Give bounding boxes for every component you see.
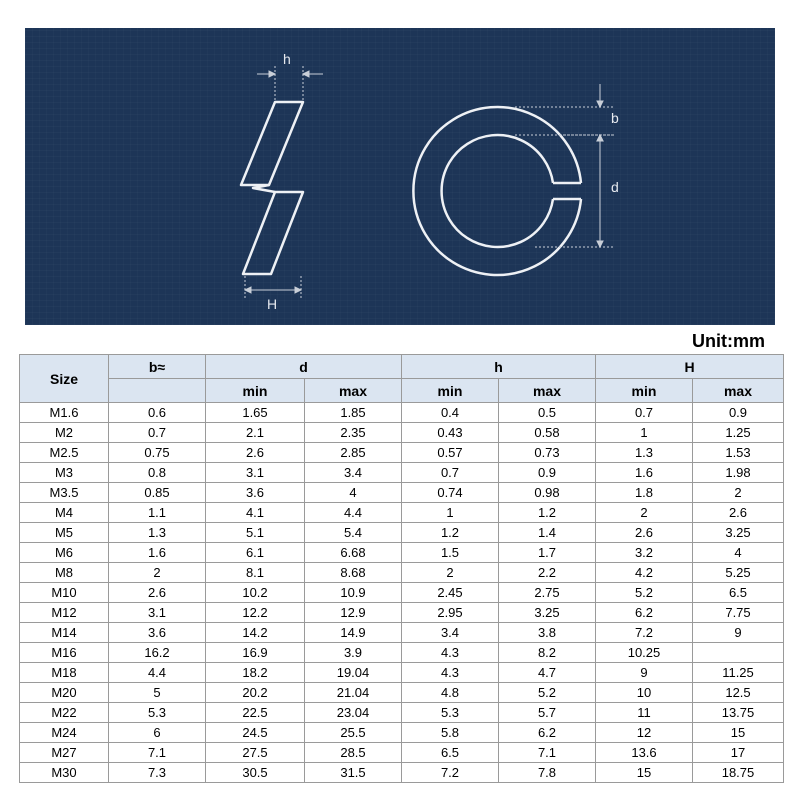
- cell-h-min: 0.4: [402, 403, 499, 423]
- cell-size: M12: [20, 603, 109, 623]
- H-dimension-label: H: [267, 296, 278, 312]
- cell-b: 0.6: [109, 403, 206, 423]
- header-b-empty: [109, 379, 206, 403]
- cell-size: M8: [20, 563, 109, 583]
- cell-d-min: 8.1: [206, 563, 305, 583]
- cell-d-max: 6.68: [305, 543, 402, 563]
- cell-d-min: 2.1: [206, 423, 305, 443]
- table-header: [20, 355, 784, 403]
- cell-H-max: 7.75: [693, 603, 784, 623]
- table-row: [20, 723, 784, 743]
- table-row: [20, 543, 784, 563]
- cell-h-min: 5.8: [402, 723, 499, 743]
- table-row: [20, 463, 784, 483]
- cell-h-min: 1.5: [402, 543, 499, 563]
- cell-h-max: 4.7: [499, 663, 596, 683]
- cell-d-min: 24.5: [206, 723, 305, 743]
- cell-h-max: 0.58: [499, 423, 596, 443]
- cell-H-max: 11.25: [693, 663, 784, 683]
- cell-h-min: 4.8: [402, 683, 499, 703]
- cell-h-max: 5.2: [499, 683, 596, 703]
- header-row-minmax: [20, 379, 784, 403]
- cell-d-min: 6.1: [206, 543, 305, 563]
- cell-b: 0.85: [109, 483, 206, 503]
- cell-d-max: 10.9: [305, 583, 402, 603]
- cell-size: M20: [20, 683, 109, 703]
- cell-H-max: 0.9: [693, 403, 784, 423]
- cell-H-max: 1.53: [693, 443, 784, 463]
- d-dimension-label: d: [611, 179, 619, 195]
- cell-h-max: 0.98: [499, 483, 596, 503]
- table-row: [20, 583, 784, 603]
- cell-b: 16.2: [109, 643, 206, 663]
- cell-H-max: 13.75: [693, 703, 784, 723]
- cell-H-max: 6.5: [693, 583, 784, 603]
- cell-d-min: 1.65: [206, 403, 305, 423]
- unit-label: Unit:mm: [692, 331, 765, 351]
- cell-H-max: 17: [693, 743, 784, 763]
- h-dimension-label: h: [283, 51, 291, 67]
- cell-h-max: 3.25: [499, 603, 596, 623]
- table-row: [20, 563, 784, 583]
- cell-H-min: 15: [596, 763, 693, 783]
- cell-H-min: 7.2: [596, 623, 693, 643]
- cell-h-min: 7.2: [402, 763, 499, 783]
- cell-H-max: 2.6: [693, 503, 784, 523]
- cell-H-max: 1.98: [693, 463, 784, 483]
- cell-H-max: 4: [693, 543, 784, 563]
- cell-H-min: 1.3: [596, 443, 693, 463]
- cell-d-min: 2.6: [206, 443, 305, 463]
- cell-b: 0.8: [109, 463, 206, 483]
- cell-h-min: 0.57: [402, 443, 499, 463]
- cell-H-min: 2: [596, 503, 693, 523]
- cell-H-max: 3.25: [693, 523, 784, 543]
- header-size: Size: [20, 355, 109, 403]
- table-row: [20, 603, 784, 623]
- cell-h-max: 0.9: [499, 463, 596, 483]
- cell-size: M14: [20, 623, 109, 643]
- cell-b: 5: [109, 683, 206, 703]
- d-dimension: [535, 135, 615, 247]
- cell-h-max: 6.2: [499, 723, 596, 743]
- cell-H-max: 15: [693, 723, 784, 743]
- cell-h-max: 2.75: [499, 583, 596, 603]
- cell-h-min: 0.43: [402, 423, 499, 443]
- cell-H-max: 5.25: [693, 563, 784, 583]
- cell-h-max: 0.73: [499, 443, 596, 463]
- cell-d-max: 31.5: [305, 763, 402, 783]
- cell-H-min: 6.2: [596, 603, 693, 623]
- cell-H-min: 10: [596, 683, 693, 703]
- cell-h-min: 3.4: [402, 623, 499, 643]
- header-row-groups: [20, 355, 784, 379]
- cell-b: 5.3: [109, 703, 206, 723]
- cell-H-min: 10.25: [596, 643, 693, 663]
- cell-h-max: 0.5: [499, 403, 596, 423]
- cell-size: M10: [20, 583, 109, 603]
- cell-H-min: 9: [596, 663, 693, 683]
- cell-h-max: 8.2: [499, 643, 596, 663]
- table-row: [20, 763, 784, 783]
- header-H: H: [596, 355, 784, 379]
- cell-H-min: 4.2: [596, 563, 693, 583]
- header-h-min: min: [402, 379, 499, 403]
- cell-b: 7.3: [109, 763, 206, 783]
- table-row: [20, 443, 784, 463]
- cell-H-min: 1: [596, 423, 693, 443]
- cell-d-min: 20.2: [206, 683, 305, 703]
- cell-d-max: 2.35: [305, 423, 402, 443]
- table-row: [20, 523, 784, 543]
- cell-b: 2.6: [109, 583, 206, 603]
- header-h: h: [402, 355, 596, 379]
- cell-h-min: 0.7: [402, 463, 499, 483]
- cell-H-max: [693, 643, 784, 663]
- cell-d-max: 3.9: [305, 643, 402, 663]
- front-view: [413, 107, 581, 275]
- cell-b: 1.3: [109, 523, 206, 543]
- cell-h-min: 2.95: [402, 603, 499, 623]
- washer-drawing: [25, 28, 775, 325]
- cell-H-min: 13.6: [596, 743, 693, 763]
- cell-b: 7.1: [109, 743, 206, 763]
- side-view-lower-half: [243, 192, 303, 274]
- cell-d-max: 14.9: [305, 623, 402, 643]
- cell-size: M4: [20, 503, 109, 523]
- cell-d-min: 30.5: [206, 763, 305, 783]
- cell-H-max: 9: [693, 623, 784, 643]
- cell-d-min: 14.2: [206, 623, 305, 643]
- cell-H-min: 1.6: [596, 463, 693, 483]
- table-row: [20, 743, 784, 763]
- cell-h-min: 5.3: [402, 703, 499, 723]
- cell-size: M5: [20, 523, 109, 543]
- cell-H-max: 18.75: [693, 763, 784, 783]
- cell-h-min: 2.45: [402, 583, 499, 603]
- cell-d-min: 3.6: [206, 483, 305, 503]
- cell-size: M27: [20, 743, 109, 763]
- table-row: [20, 663, 784, 683]
- cell-d-min: 4.1: [206, 503, 305, 523]
- cell-b: 4.4: [109, 663, 206, 683]
- cell-size: M3: [20, 463, 109, 483]
- cell-d-max: 21.04: [305, 683, 402, 703]
- cell-d-min: 27.5: [206, 743, 305, 763]
- cell-H-max: 1.25: [693, 423, 784, 443]
- header-d: d: [206, 355, 402, 379]
- header-H-min: min: [596, 379, 693, 403]
- cell-H-min: 3.2: [596, 543, 693, 563]
- cell-b: 1.1: [109, 503, 206, 523]
- cell-size: M16: [20, 643, 109, 663]
- cell-size: M22: [20, 703, 109, 723]
- cell-d-max: 4.4: [305, 503, 402, 523]
- cell-h-max: 3.8: [499, 623, 596, 643]
- cell-b: 6: [109, 723, 206, 743]
- cell-size: M24: [20, 723, 109, 743]
- cell-b: 1.6: [109, 543, 206, 563]
- cell-H-min: 1.8: [596, 483, 693, 503]
- cell-size: M18: [20, 663, 109, 683]
- cell-d-min: 18.2: [206, 663, 305, 683]
- side-view-upper-half: [241, 102, 303, 185]
- cell-b: 3.1: [109, 603, 206, 623]
- cell-d-min: 22.5: [206, 703, 305, 723]
- cell-h-max: 1.2: [499, 503, 596, 523]
- header-h-max: max: [499, 379, 596, 403]
- table-row: [20, 703, 784, 723]
- table-body: [20, 403, 784, 783]
- cell-H-min: 11: [596, 703, 693, 723]
- cell-h-min: 0.74: [402, 483, 499, 503]
- table-row: [20, 643, 784, 663]
- cell-d-max: 5.4: [305, 523, 402, 543]
- h-dimension: [257, 66, 323, 100]
- cell-h-max: 2.2: [499, 563, 596, 583]
- cell-d-max: 8.68: [305, 563, 402, 583]
- cell-h-min: 4.3: [402, 663, 499, 683]
- cell-d-max: 2.85: [305, 443, 402, 463]
- cell-d-min: 5.1: [206, 523, 305, 543]
- table-row: [20, 683, 784, 703]
- b-dimension-label: b: [611, 110, 619, 126]
- cell-d-max: 4: [305, 483, 402, 503]
- cell-d-max: 25.5: [305, 723, 402, 743]
- cell-b: 2: [109, 563, 206, 583]
- cell-size: M2.5: [20, 443, 109, 463]
- cell-H-max: 2: [693, 483, 784, 503]
- cell-d-max: 23.04: [305, 703, 402, 723]
- header-H-max: max: [693, 379, 784, 403]
- cell-size: M3.5: [20, 483, 109, 503]
- cell-size: M1.6: [20, 403, 109, 423]
- cell-size: M2: [20, 423, 109, 443]
- cell-h-max: 1.4: [499, 523, 596, 543]
- cell-b: 0.7: [109, 423, 206, 443]
- cell-h-max: 1.7: [499, 543, 596, 563]
- table-row: [20, 403, 784, 423]
- cell-h-min: 6.5: [402, 743, 499, 763]
- cell-h-min: 4.3: [402, 643, 499, 663]
- header-d-min: min: [206, 379, 305, 403]
- cell-d-max: 12.9: [305, 603, 402, 623]
- table-row: [20, 503, 784, 523]
- table-row: [20, 623, 784, 643]
- cell-h-max: 5.7: [499, 703, 596, 723]
- cell-d-min: 10.2: [206, 583, 305, 603]
- header-b: b≈: [109, 355, 206, 379]
- cell-h-min: 1.2: [402, 523, 499, 543]
- cell-h-min: 1: [402, 503, 499, 523]
- cell-H-min: 5.2: [596, 583, 693, 603]
- cell-d-min: 16.9: [206, 643, 305, 663]
- cell-size: M30: [20, 763, 109, 783]
- cell-d-max: 1.85: [305, 403, 402, 423]
- header-d-max: max: [305, 379, 402, 403]
- cell-h-min: 2: [402, 563, 499, 583]
- side-view: [241, 102, 303, 274]
- cell-H-min: 12: [596, 723, 693, 743]
- cell-b: 3.6: [109, 623, 206, 643]
- table-row: [20, 483, 784, 503]
- cell-d-max: 28.5: [305, 743, 402, 763]
- spec-table: [19, 354, 784, 783]
- washer-diagram: [25, 28, 775, 325]
- cell-h-max: 7.8: [499, 763, 596, 783]
- table-row: [20, 423, 784, 443]
- front-view-inner-ring: [442, 135, 553, 247]
- cell-H-max: 12.5: [693, 683, 784, 703]
- front-view-outer-ring: [413, 107, 581, 275]
- cell-d-max: 19.04: [305, 663, 402, 683]
- cell-H-min: 2.6: [596, 523, 693, 543]
- cell-H-min: 0.7: [596, 403, 693, 423]
- cell-b: 0.75: [109, 443, 206, 463]
- cell-d-max: 3.4: [305, 463, 402, 483]
- cell-size: M6: [20, 543, 109, 563]
- cell-h-max: 7.1: [499, 743, 596, 763]
- cell-d-min: 12.2: [206, 603, 305, 623]
- cell-d-min: 3.1: [206, 463, 305, 483]
